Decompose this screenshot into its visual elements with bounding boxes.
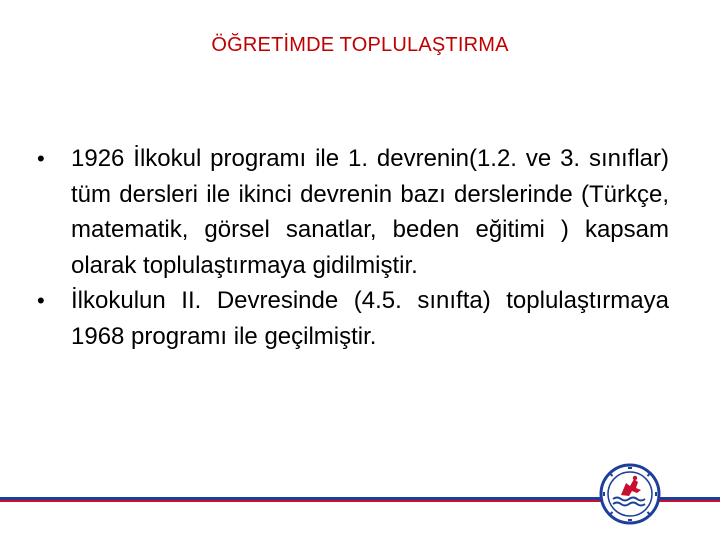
bullet-item (37, 141, 669, 283)
bullet-list (37, 141, 669, 354)
bullet-text: İlkokulun II. Devresinde (4.5. sınıfta) toplulaştırmaya 1968 programı ile geçilmiştir. (71, 287, 669, 350)
slide-title: ÖĞRETİMDE TOPLULAŞTIRMA (211, 34, 509, 56)
bullet-item (37, 283, 669, 354)
bullet-marker: • (37, 288, 45, 313)
bullet-text: 1926 İlkokul programı ile 1. devrenin(1.2. ve 3. sınıflar) tüm dersleri ile ikinci devrenin bazı derslerinde (Türkçe, matematik, görsel sanatlar, beden eğitimi ) kapsam olarak toplulaştırmaya gidilmiştir. (71, 145, 669, 279)
university-seal-icon (599, 463, 661, 525)
bullet-marker: • (37, 146, 45, 171)
